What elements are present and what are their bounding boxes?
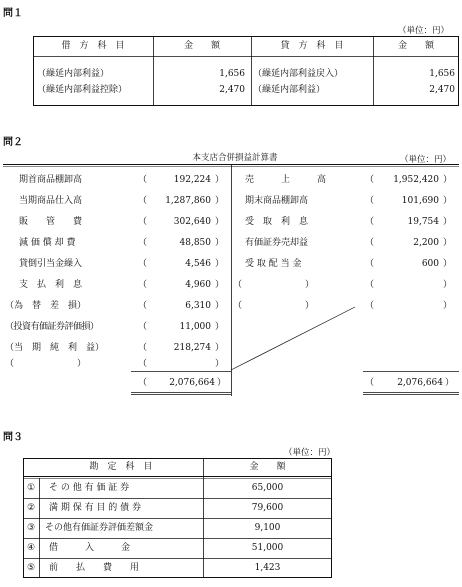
- q1-row1-credit: （繰延内部利益戻入）: [253, 69, 344, 79]
- q1-row2-credit: （繰延内部利益）: [253, 85, 326, 95]
- paren-open: （: [365, 280, 375, 290]
- left-row-label: 販 管 費: [19, 217, 83, 227]
- paren-close: ）: [443, 238, 453, 248]
- q3-accounts-table: [23, 458, 332, 578]
- q1-row2-credit-amount: 2,470: [429, 85, 455, 95]
- paren-open: （: [138, 280, 148, 290]
- paren-close: ）: [215, 217, 225, 227]
- paren-open: （: [365, 175, 375, 185]
- paren-close: ）: [215, 322, 225, 332]
- q1-row1-debit-amount: 1,656: [219, 69, 245, 79]
- q2-title: 本支店合併損益計算書: [192, 153, 278, 163]
- left-row-amount: 218,274: [173, 343, 211, 353]
- q2-unit: （単位：円）: [400, 155, 452, 165]
- left-row-label: （ ）: [5, 359, 87, 369]
- right-row-amount: 101,690: [401, 196, 439, 206]
- right-row-amount: 1,952,420: [393, 175, 439, 185]
- right-row-label: 受 取 利 息: [245, 217, 309, 227]
- left-row-label: （投資有価証券評価損）: [5, 322, 99, 332]
- paren-open: （: [138, 238, 148, 248]
- right-row-label: 期末商品棚卸高: [245, 196, 309, 206]
- q2-total-left: 2,076,664: [169, 378, 215, 388]
- q1-header-credit-amount: 金 額: [397, 41, 434, 51]
- q2-total-right: 2,076,664: [397, 378, 443, 388]
- row-account: その他有価証券評価差額金: [45, 523, 154, 533]
- paren-open: （: [365, 217, 375, 227]
- row-account: 前 払 費 用: [49, 563, 140, 573]
- paren-close: ）: [215, 280, 225, 290]
- q1-row2-debit-amount: 2,470: [219, 85, 245, 95]
- row-amount: 79,600: [251, 503, 284, 513]
- paren-open: （: [138, 217, 148, 227]
- paren-open: （: [365, 196, 375, 206]
- paren-close: ）: [215, 301, 225, 311]
- paren-close: ）: [215, 175, 225, 185]
- q1-label: 問１: [3, 8, 23, 19]
- paren-close: ）: [217, 378, 227, 388]
- left-row-label: （当 期 純 利 益）: [5, 343, 105, 353]
- q3-unit: （単位：円）: [284, 448, 336, 458]
- paren-close: ）: [445, 378, 455, 388]
- left-row-amount: 48,850: [179, 238, 211, 248]
- q3-table-lines: [23, 458, 332, 578]
- q2-label: 問２: [3, 137, 23, 148]
- left-row-amount: 4,546: [185, 259, 211, 269]
- row-account: そ の 他 有 価 証 券: [49, 483, 130, 493]
- q3-header-amount: 金 額: [249, 462, 286, 472]
- q1-journal-table: [33, 36, 459, 106]
- right-row-amount: 19,754: [407, 217, 439, 227]
- q3-label: 問３: [3, 432, 23, 443]
- paren-open: （: [138, 196, 148, 206]
- left-row-amount: 11,000: [179, 322, 211, 332]
- q1-row2-debit: （繰延内部利益控除）: [37, 85, 128, 95]
- paren-open: （: [138, 378, 148, 388]
- right-row-amount: 600: [421, 259, 439, 269]
- left-row-amount: 4,960: [185, 280, 211, 290]
- row-number: ②: [26, 503, 36, 513]
- paren-open: （: [365, 259, 375, 269]
- paren-close: ）: [215, 196, 225, 206]
- q2-income-statement: [3, 164, 459, 396]
- left-row-label: 支 払 利 息: [19, 280, 83, 290]
- right-row-label: （ ）: [233, 301, 315, 311]
- q3-header-account: 勘 定 科 目: [89, 462, 153, 472]
- right-row-label: 受 取 配 当 金: [245, 259, 302, 269]
- row-number: ⑤: [26, 563, 36, 573]
- right-row-label: （ ）: [233, 280, 315, 290]
- left-row-label: 期首商品棚卸高: [19, 175, 83, 185]
- paren-open: （: [365, 301, 375, 311]
- row-amount: 51,000: [251, 543, 284, 553]
- paren-open: （: [138, 175, 148, 185]
- paren-close: ）: [215, 238, 225, 248]
- paren-open: （: [138, 259, 148, 269]
- q1-row1-credit-amount: 1,656: [429, 69, 455, 79]
- left-row-amount: 302,640: [173, 217, 211, 227]
- left-row-label: 当期商品仕入高: [19, 196, 83, 206]
- paren-open: （: [138, 359, 148, 369]
- row-number: ④: [26, 543, 36, 553]
- paren-open: （: [365, 238, 375, 248]
- paren-close: ）: [215, 359, 225, 369]
- left-row-amount: 6,310: [185, 301, 211, 311]
- left-row-label: （為 替 差 損）: [5, 301, 87, 311]
- right-row-label: 有価証券売却益: [245, 238, 309, 248]
- q1-header-credit: 貸 方 科 目: [280, 41, 344, 51]
- row-number: ③: [26, 523, 36, 533]
- row-account: 満 期 保 有 目 的 債 券: [49, 503, 142, 513]
- paren-open: （: [365, 378, 375, 388]
- paren-open: （: [138, 343, 148, 353]
- q1-header-debit-amount: 金 額: [183, 41, 220, 51]
- paren-close: ）: [443, 259, 453, 269]
- left-row-label: 貸倒引当金繰入: [19, 259, 83, 269]
- q1-row1-debit: （繰延内部利益）: [37, 69, 110, 79]
- row-number: ①: [26, 483, 36, 493]
- paren-open: （: [138, 322, 148, 332]
- right-row-amount: 2,200: [413, 238, 439, 248]
- left-row-amount: 192,224: [173, 175, 211, 185]
- paren-close: ）: [443, 196, 453, 206]
- row-amount: 9,100: [254, 523, 281, 533]
- left-row-amount: 1,287,860: [165, 196, 211, 206]
- left-row-label: 減 価 償 却 費: [19, 238, 76, 248]
- right-row-label: 売 上 高: [245, 175, 327, 185]
- row-amount: 1,423: [254, 563, 281, 573]
- paren-close: ）: [215, 259, 225, 269]
- paren-close: ）: [443, 301, 453, 311]
- q1-header-debit: 借 方 科 目: [61, 41, 125, 51]
- q1-unit: （単位：円）: [398, 26, 450, 36]
- paren-close: ）: [443, 175, 453, 185]
- paren-close: ）: [443, 280, 453, 290]
- row-amount: 65,000: [251, 483, 284, 493]
- paren-close: ）: [215, 343, 225, 353]
- paren-close: ）: [443, 217, 453, 227]
- row-account: 借 入 金: [49, 543, 131, 553]
- paren-open: （: [138, 301, 148, 311]
